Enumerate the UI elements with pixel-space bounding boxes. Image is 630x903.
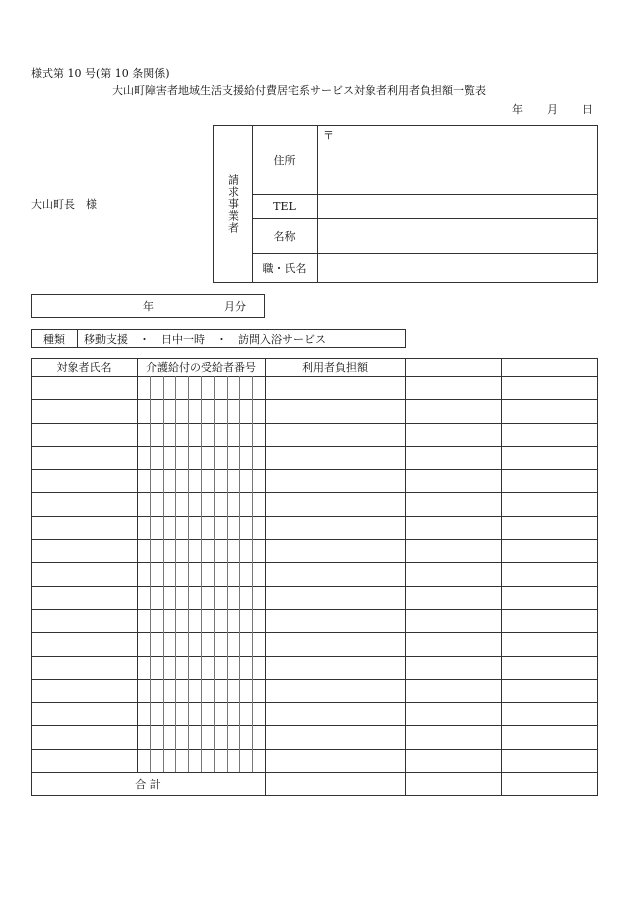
table-header-cell <box>501 358 598 376</box>
table-row[interactable] <box>31 562 598 585</box>
period-year-label: 年 <box>143 300 154 313</box>
table-row[interactable] <box>31 492 598 515</box>
table-header-cell: 対象者氏名 <box>56 361 112 374</box>
tel-label: TEL <box>273 199 296 213</box>
table-row[interactable] <box>31 632 598 655</box>
form-title: 大山町障害者地域生活支援給付費居宅系サービス対象者利用者負担額一覧表 <box>112 84 486 97</box>
table-row[interactable] <box>31 469 598 492</box>
date-day-label: 日 <box>582 103 593 116</box>
table-row[interactable] <box>31 423 598 446</box>
table-header-cell <box>405 358 501 376</box>
postal-mark: 〒 <box>323 129 334 142</box>
table-row[interactable] <box>31 702 598 725</box>
date-year-label: 年 <box>512 103 523 116</box>
table-header-cell: 介護給付の受給者番号 <box>146 361 256 374</box>
table-row[interactable] <box>31 586 598 609</box>
address-field[interactable] <box>318 126 597 194</box>
provider-side-label: 請求事業者 <box>226 174 240 234</box>
table-row[interactable] <box>31 725 598 748</box>
total-label: 合 計 <box>135 778 161 791</box>
total-amount-field[interactable] <box>265 772 405 796</box>
position-name-field[interactable] <box>318 254 597 283</box>
table-row[interactable] <box>31 376 598 399</box>
tel-field[interactable] <box>318 195 597 218</box>
addressee: 大山町長 様 <box>31 198 97 211</box>
address-label: 住所 <box>273 153 296 167</box>
name-field[interactable] <box>318 219 597 253</box>
table-row[interactable] <box>31 679 598 702</box>
name-label: 名称 <box>273 229 296 243</box>
table-row[interactable] <box>31 399 598 422</box>
table-row[interactable] <box>31 609 598 632</box>
table-row[interactable] <box>31 656 598 679</box>
table-row[interactable] <box>31 516 598 539</box>
date-month-label: 月 <box>547 103 558 116</box>
table-row[interactable] <box>31 446 598 469</box>
position-name-label: 職・氏名 <box>262 262 307 275</box>
category-options: 移動支援 ・ 日中一時 ・ 訪問入浴サービス <box>84 333 326 346</box>
period-month-label: 月分 <box>224 300 246 313</box>
category-label: 種類 <box>43 332 65 346</box>
form-number: 様式第 10 号(第 10 条関係) <box>31 67 170 80</box>
table-row[interactable] <box>31 539 598 562</box>
table-row[interactable] <box>31 749 598 772</box>
table-header-cell: 利用者負担額 <box>302 361 368 374</box>
